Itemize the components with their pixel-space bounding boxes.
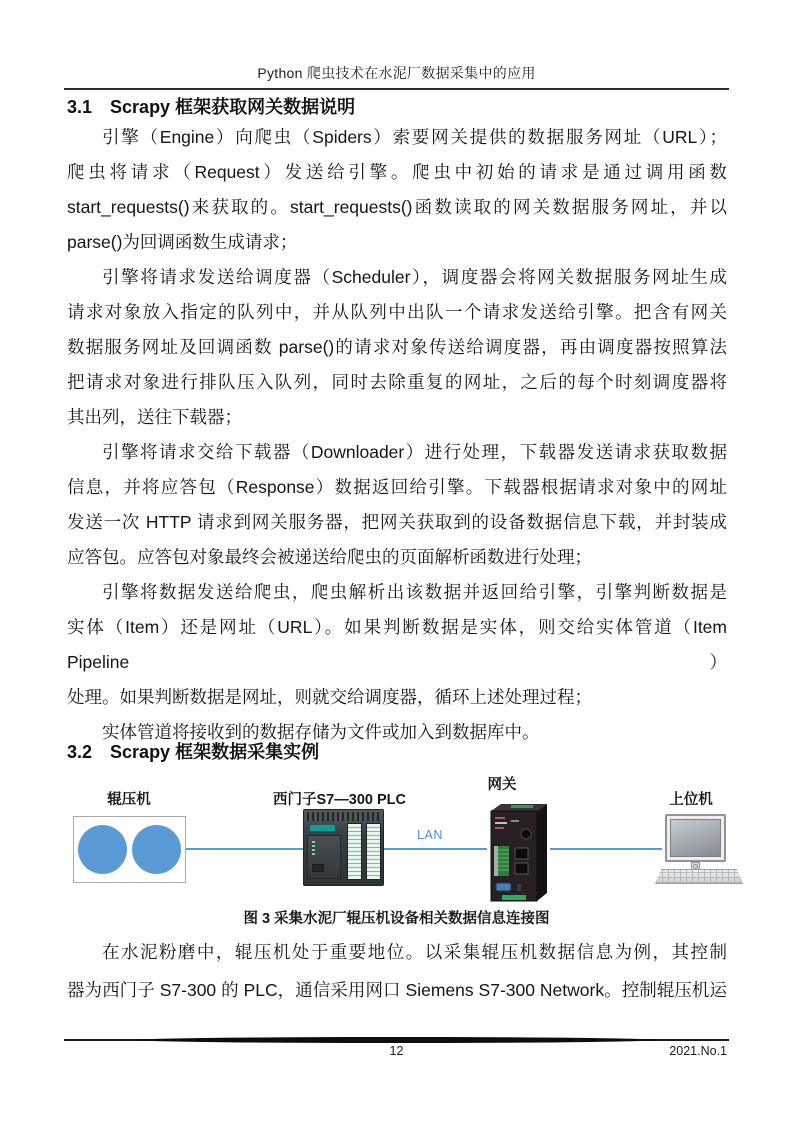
text-line: 信息，并将应答包（Response）数据返回给引擎。下载器根据请求对象中的网址 <box>67 477 727 497</box>
plc-io-module <box>347 823 362 880</box>
plc-cpu-face <box>307 835 341 879</box>
host-computer-image <box>655 814 743 884</box>
host-computer-label: 上位机 <box>669 792 713 808</box>
issue-number: 2021.No.1 <box>669 1044 727 1058</box>
header-divider <box>64 88 729 90</box>
text-line: 器为西门子 S7-300 的 PLC，通信采用网口 Siemens S7-300 Network。控制辊压机运 <box>67 980 727 1000</box>
text-line: 把请求对象进行排队压入队列，同时去除重复的网址，之后的每个时刻调度器将 <box>67 372 727 392</box>
gateway-device-svg <box>487 802 549 902</box>
roller-press-label: 辊压机 <box>107 792 151 808</box>
gateway-device-image <box>487 802 549 902</box>
plc-io-module <box>366 823 381 880</box>
text-line: 数据服务网址及回调函数 parse()的请求对象传送给调度器，再由调度器按照算法 <box>67 337 727 357</box>
plc-label: 西门子S7—300 PLC <box>273 792 406 808</box>
text-line: 处理。如果判断数据是网址，则就交给调度器，循环上述处理过程； <box>67 687 592 707</box>
section-title: Scrapy 框架数据采集实例 <box>110 742 320 762</box>
text-line: 请求对象放入指定的队列中，并从队列中出队一个请求发送给引擎。把含有网关 <box>67 302 727 322</box>
roller-circle-left <box>78 825 127 874</box>
text-line: 应答包。应答包对象最终会被递送给爬虫的页面解析函数进行处理； <box>67 547 592 567</box>
connection-line-gateway-host <box>550 848 662 850</box>
monitor-stand <box>691 862 700 870</box>
paragraph-2 <box>67 260 727 435</box>
text-line: 引擎将请求发送给调度器（Scheduler），调度器会将网关数据服务网址生成 <box>102 267 727 287</box>
section-heading-3-2 <box>67 738 319 764</box>
text-line: 引擎（Engine）向爬虫（Spiders）索要网关提供的数据服务网址（URL）； <box>102 127 727 147</box>
text-line: parse()为回调函数生成请求； <box>67 232 298 252</box>
keyboard <box>655 869 743 884</box>
footer-divider <box>64 1037 729 1044</box>
text-line: 爬虫将请求（Request）发送给引擎。爬虫中初始的请求是通过调用函数 <box>67 162 727 182</box>
connection-line-roller-plc <box>186 848 303 850</box>
section-number: 3.1 <box>67 97 93 117</box>
text-line: 其出列，送往下载器； <box>67 407 242 427</box>
plc-device-image <box>303 809 384 886</box>
text-line: 实体管道将接收到的数据存储为文件或加入到数据库中。 <box>102 722 540 742</box>
text-line: 在水泥粉磨中，辊压机处于重要地位。以采集辊压机数据信息为例，其控制 <box>102 942 727 962</box>
roller-press-image <box>73 816 186 883</box>
running-header-title: Python 爬虫技术在水泥厂数据采集中的应用 <box>257 65 536 81</box>
paragraph-6 <box>67 933 727 1009</box>
figure-3-diagram <box>64 772 736 906</box>
page-number: 12 <box>389 1044 404 1058</box>
paragraph-4 <box>67 575 727 715</box>
text-line: 引擎将数据发送给爬虫，爬虫解析出该数据并返回给引擎，引擎判断数据是 <box>102 582 727 602</box>
monitor <box>665 814 726 862</box>
plc-vent-detail <box>307 812 380 821</box>
connection-line-plc-gateway <box>384 848 487 850</box>
paragraph-1 <box>67 120 727 260</box>
text-line: 引擎将请求交给下载器（Downloader）进行处理，下载器发送请求获取数据 <box>102 442 727 462</box>
gateway-label: 网关 <box>487 777 517 793</box>
body-text <box>67 120 727 750</box>
section-heading-3-1 <box>67 93 355 119</box>
text-line: 发送一次 HTTP 请求到网关服务器，把网关获取到的设备数据信息下载，并封装成 <box>67 512 727 532</box>
text-line: start_requests()来获取的。start_requests()函数读取的网关数据服务网址，并以 <box>67 197 727 217</box>
roller-circle-right <box>132 825 181 874</box>
section-title: Scrapy 框架获取网关数据说明 <box>110 97 356 117</box>
monitor-screen <box>670 819 721 857</box>
figure-caption: 图 3 采集水泥厂辊压机设备相关数据信息连接图 <box>243 911 550 927</box>
siemens-logo-mark <box>310 825 335 831</box>
section-number: 3.2 <box>67 742 93 762</box>
lan-link-label: LAN <box>417 828 443 842</box>
paragraph-3 <box>67 435 727 575</box>
text-line: 实体（Item）还是网址（URL）。如果判断数据是实体，则交给实体管道（Item Pipeline） <box>67 617 727 672</box>
